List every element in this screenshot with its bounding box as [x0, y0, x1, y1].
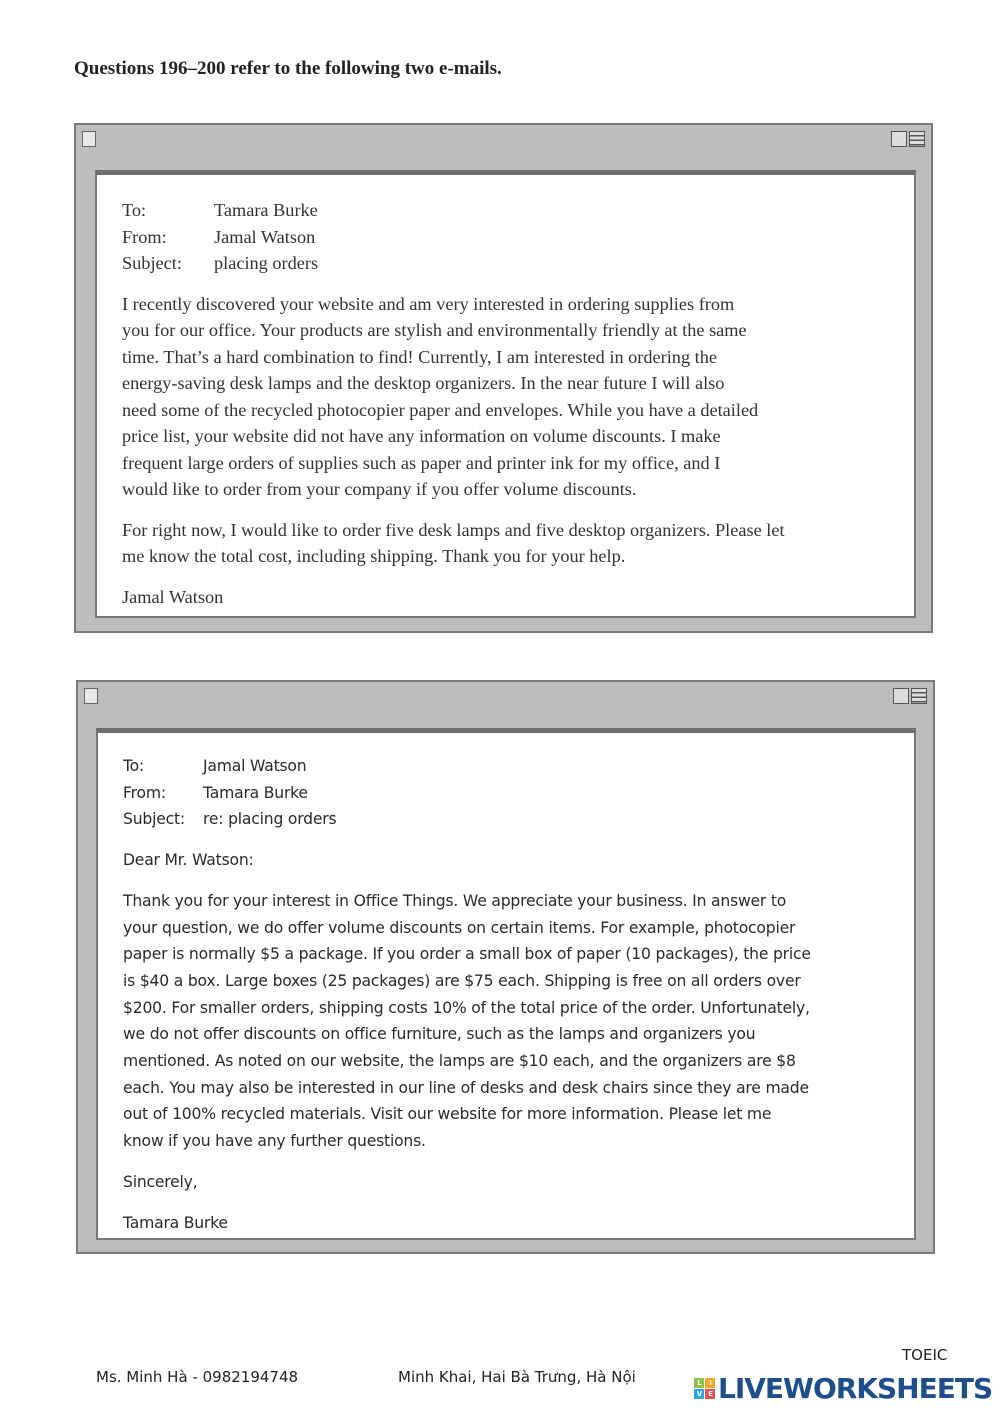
from-label: From:	[122, 226, 167, 247]
logo-letter: L	[694, 1378, 704, 1388]
logo-mark-icon	[694, 1378, 715, 1399]
to-value: Tamara Burke	[214, 200, 318, 220]
logo-letter: I	[705, 1378, 715, 1388]
text-line: Dear Mr. Watson:	[123, 851, 254, 870]
email-paragraph	[122, 291, 894, 503]
window-tile-icon[interactable]	[893, 688, 927, 704]
from-value: Tamara Burke	[203, 783, 308, 802]
from-label: From:	[123, 783, 166, 802]
logo-letter: E	[705, 1389, 715, 1399]
footer-contact: Ms. Minh Hà - 0982194748	[96, 1368, 299, 1386]
text-line: mentioned. As noted on our website, the lamps are $10 each, and the organizers are $8	[123, 1052, 796, 1071]
text-line: paper is normally $5 a package. If you order a small box of paper (10 packages), the price	[123, 945, 811, 964]
to-label: To:	[123, 757, 145, 775]
text-line: $200. For smaller orders, shipping costs 10% of the total price of the order. Unfortunately,	[123, 998, 810, 1017]
text-line: frequent large orders of supplies such as paper and printer ink for my office, and I	[122, 452, 721, 473]
text-line: you for our office. Your products are stylish and environmentally friendly at the same	[122, 320, 747, 340]
text-line: would like to order from your company if you offer volume discounts.	[122, 479, 637, 499]
text-line: out of 100% recycled materials. Visit our website for more information. Please let me	[123, 1105, 772, 1124]
email-paragraph	[122, 584, 894, 611]
email-paragraph	[123, 1210, 894, 1237]
window-tile-icon[interactable]	[891, 131, 925, 147]
text-line: we do not offer discounts on office furniture, such as the lamps and organizers you	[123, 1025, 756, 1044]
questions-heading: Questions 196–200 refer to the following two e-mails.	[74, 58, 502, 79]
text-line: each. You may also be interested in our line of desks and desk chairs since they are made	[123, 1078, 809, 1097]
text-line: price list, your website did not have any information on volume discounts. I make	[122, 426, 721, 446]
text-line: need some of the recycled photocopier paper and envelopes. While you have a detailed	[122, 399, 759, 420]
text-line: I recently discovered your website and am very interested in ordering supplies from	[122, 293, 735, 314]
to-value: Jamal Watson	[203, 757, 307, 775]
footer-address: Minh Khai, Hai Bà Trưng, Hà Nội	[398, 1368, 636, 1386]
email-header	[122, 197, 894, 277]
liveworksheets-logo	[694, 1372, 992, 1405]
window-box-icon[interactable]	[84, 688, 98, 704]
email-paragraph	[123, 1169, 894, 1196]
subject-label: Subject:	[122, 253, 182, 273]
subject-label: Subject:	[123, 810, 185, 829]
subject-value: placing orders	[214, 253, 319, 273]
text-line: is $40 a box. Large boxes (25 packages) are $75 each. Shipping is free on all orders over	[123, 971, 801, 990]
footer-tag: TOEIC	[902, 1346, 948, 1364]
email-paragraph	[123, 888, 894, 1155]
window-box-icon[interactable]	[82, 131, 96, 147]
subject-value: re: placing orders	[203, 810, 337, 829]
email-header	[123, 753, 894, 833]
text-line: For right now, I would like to order five desk lamps and five desktop organizers. Please let	[122, 519, 785, 540]
text-line: time. That’s a hard combination to find! Currently, I am interested in ordering the	[122, 346, 717, 367]
text-line: Thank you for your interest in Office Things. We appreciate your business. In answer to	[123, 891, 787, 910]
text-line: know if you have any further questions.	[123, 1132, 426, 1151]
text-line: Sincerely,	[123, 1172, 198, 1191]
email-body-panel	[96, 728, 916, 1240]
logo-letter: V	[694, 1389, 704, 1399]
text-line: Tamara Burke	[123, 1213, 228, 1232]
text-line: me know the total cost, including shipping. Thank you for your help.	[122, 546, 626, 566]
text-line: energy-saving desk lamps and the desktop organizers. In the near future I will also	[122, 373, 725, 393]
text-line: Jamal Watson	[122, 586, 224, 607]
to-label: To:	[122, 200, 147, 220]
email-body-panel	[95, 170, 916, 618]
email-window-1	[74, 123, 933, 633]
from-value: Jamal Watson	[214, 226, 316, 247]
logo-text: LIVEWORKSHEETS	[718, 1372, 993, 1405]
email-window-2	[76, 680, 935, 1254]
email-paragraph	[122, 517, 894, 570]
email-paragraph	[123, 847, 894, 874]
text-line: your question, we do offer volume discounts on certain items. For example, photocopier	[123, 918, 796, 937]
